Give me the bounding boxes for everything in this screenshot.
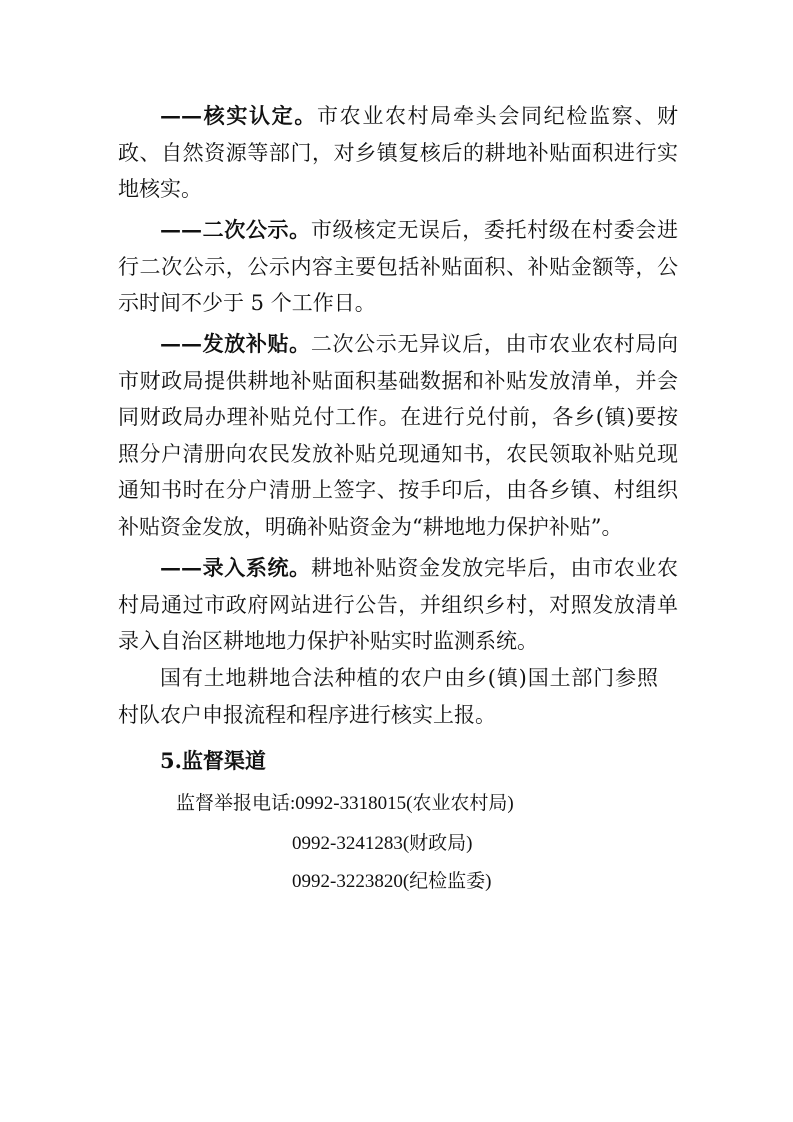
paragraph-heading: ——核实认定。 — [160, 103, 317, 128]
contact-phone: 0992-3241283(财政局) — [292, 833, 473, 854]
contact-line-1 — [176, 790, 514, 818]
paragraph-text: 市农业农村局牵头会同纪检监察、财政、自然资源等部门，对乡镇复核后的耕地补贴面积进行实地核实。 — [118, 104, 678, 201]
paragraph-distribute-subsidy — [118, 326, 678, 545]
paragraph-text: 二次公示无异议后，由市农业农村局向市财政局提供耕地补贴面积基础数据和补贴发放清单，并会同财政局办理补贴兑付工作。在进行兑付前，各乡(镇)要按照分户清册向农民发放补贴兑现通知书，农民领取补贴兑现通知书时在分户清册上签字、按手印后，由各乡镇、村组织补贴资金发放，明确补贴资金为“耕地地力保护补贴”。 — [118, 332, 679, 539]
paragraph-second-publicity — [118, 212, 678, 322]
contact-phone: 0992-3223820(纪检监委) — [292, 871, 492, 892]
contact-label: 监督举报电话: — [176, 793, 296, 814]
paragraph-note: 国有土地耕地合法种植的农户由乡(镇)国土部门参照村队农户申报流程和程序进行核实上报。 — [118, 666, 658, 727]
contact-phone: 0992-3318015(农业农村局) — [295, 793, 514, 814]
paragraph-verify — [118, 98, 678, 208]
paragraph-enter-system — [118, 550, 678, 660]
paragraph-heading: ——录入系统。 — [160, 555, 311, 580]
paragraph-heading: ——二次公示。 — [160, 217, 311, 242]
paragraph-text: 耕地补贴资金发放完毕后，由市农业农村局通过市政府网站进行公告，并组织乡村，对照发放清单录入自治区耕地地力保护补贴实时监测系统。 — [118, 556, 679, 653]
section-title: 5.监督渠道 — [160, 748, 266, 773]
paragraph-heading: ——发放补贴。 — [160, 331, 311, 356]
paragraph-text: 市级核定无误后，委托村级在村委会进行二次公示，公示内容主要包括补贴面积、补贴金额等，公示时间不少于 5 个工作日。 — [118, 218, 679, 315]
